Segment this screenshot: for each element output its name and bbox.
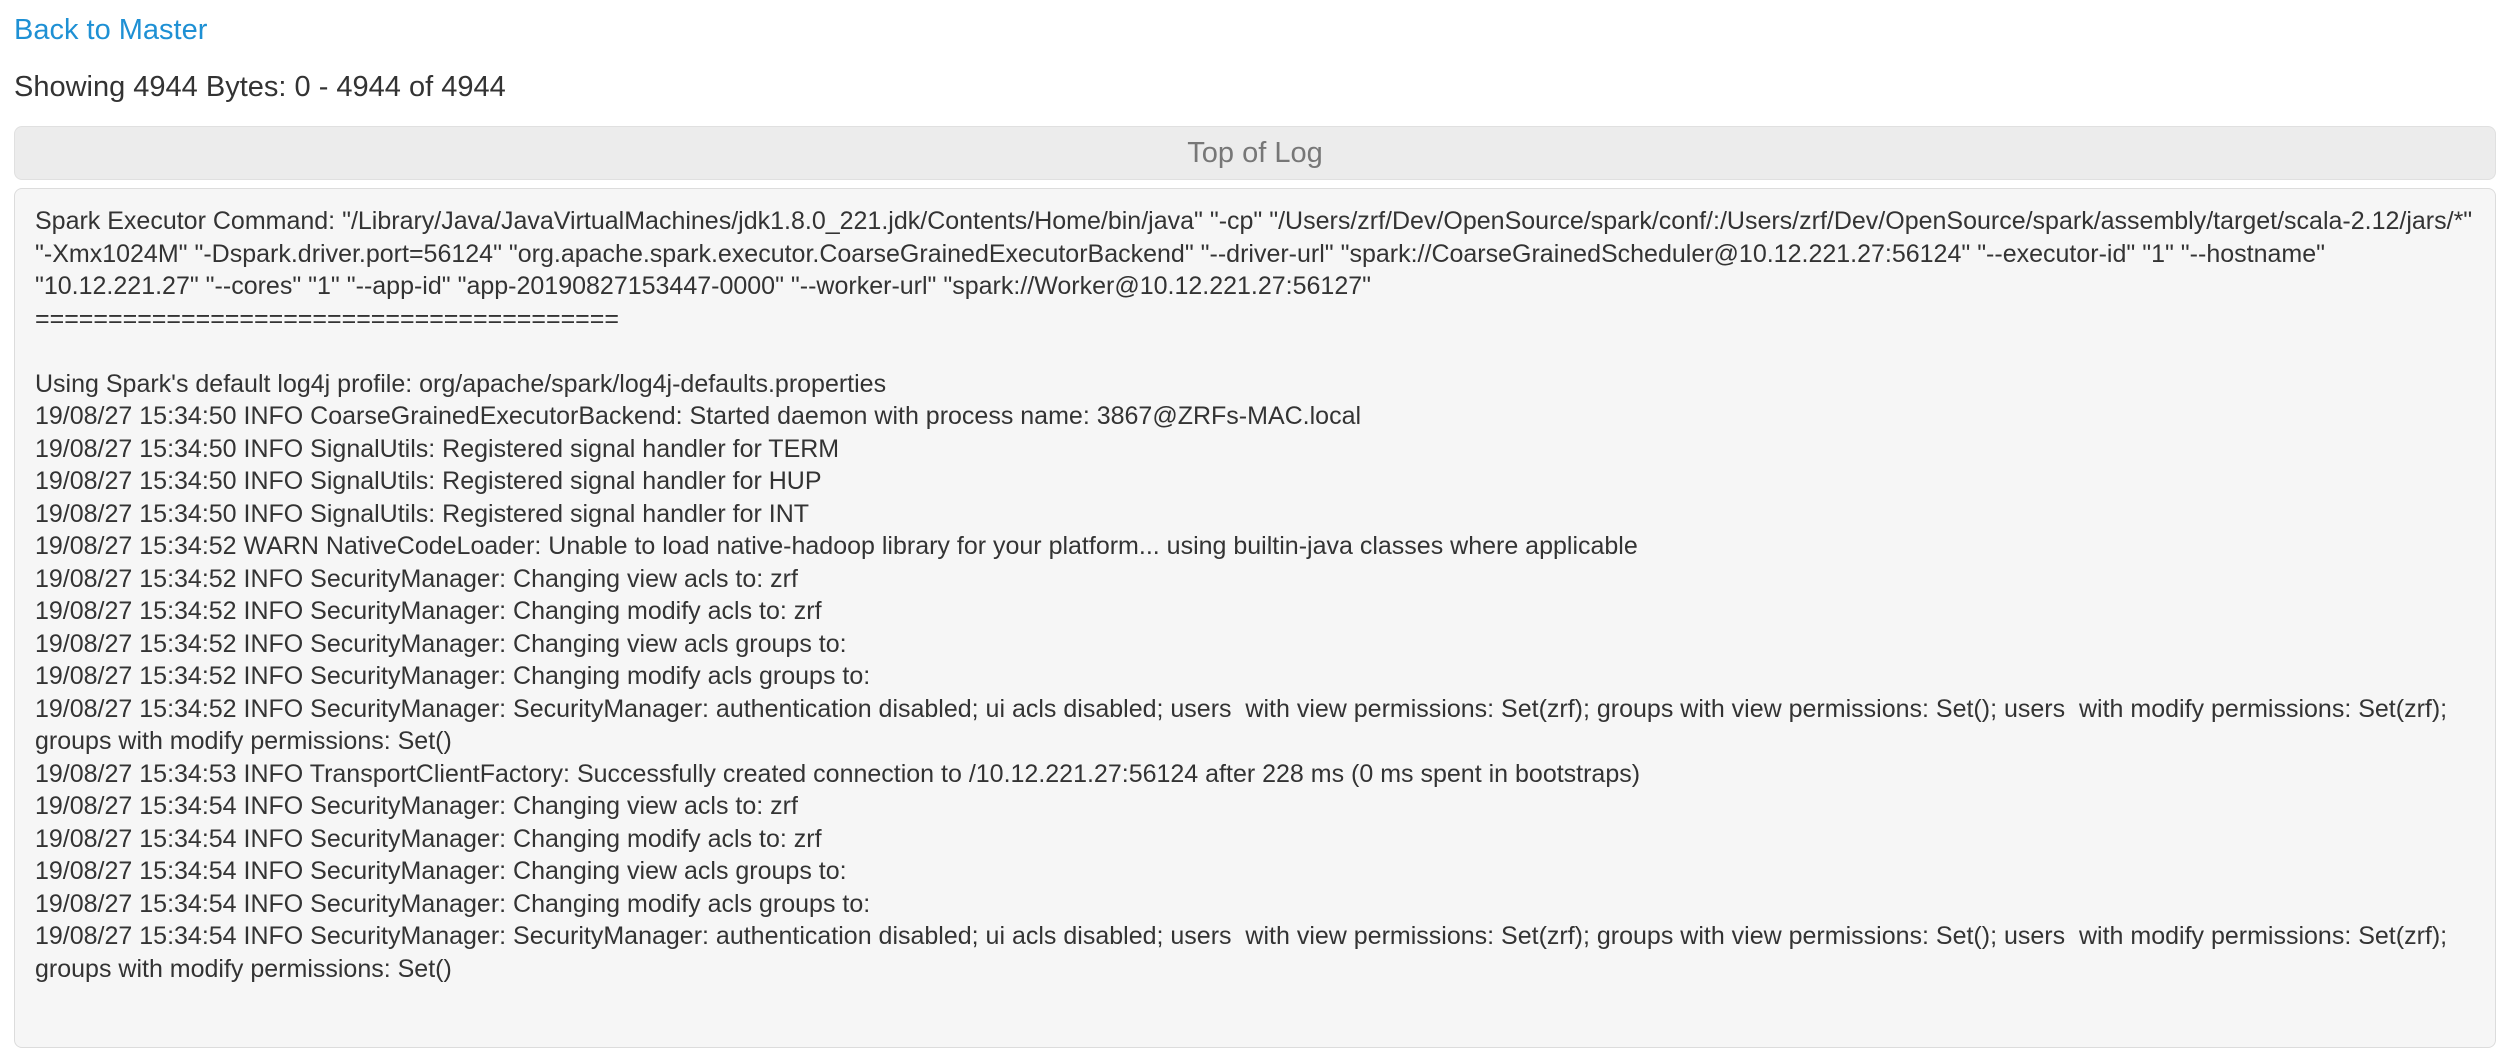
log-line: 19/08/27 15:34:52 INFO SecurityManager: Changing modify acls to: zrf <box>35 597 822 625</box>
back-to-master-link[interactable]: Back to Master <box>14 14 208 46</box>
log-line: 19/08/27 15:34:50 INFO CoarseGrainedExecutorBackend: Started daemon with process name: 3867@ZRFs-MAC.local <box>35 402 1362 430</box>
log-line <box>35 335 2475 368</box>
log-content <box>14 188 2496 1048</box>
log-line: 19/08/27 15:34:52 INFO SecurityManager: Changing view acls groups to: <box>35 629 854 658</box>
log-line: 19/08/27 15:34:50 INFO SignalUtils: Registered signal handler for TERM <box>35 434 840 463</box>
byte-range-status: Showing 4944 Bytes: 0 - 4944 of 4944 <box>14 71 506 103</box>
top-of-log-label: Top of Log <box>1187 136 1323 169</box>
log-line: Using Spark's default log4j profile: org/apache/spark/log4j-defaults.properties <box>35 369 887 398</box>
top-of-log-bar <box>14 126 2496 180</box>
log-line: 19/08/27 15:34:54 INFO SecurityManager: Changing modify acls to: zrf <box>35 824 822 853</box>
log-line: 19/08/27 15:34:54 INFO SecurityManager: Changing view acls groups to: <box>35 857 854 885</box>
log-line: Spark Executor Command: "/Library/Java/JavaVirtualMachines/jdk1.8.0_221.jdk/Contents/Home/bin/java" "-cp" "/Users/zrf/Dev/OpenSource/spark/conf/:/Users/zrf/Dev/OpenSource/spark/assembly/target/scala-2.12/jars/*" "-Xmx1024M" "-Dspark.driver.port=56124" "org.apache.spark.executor.CoarseGrainedExecutorBackend" "--driver-url" "spark://CoarseGrainedScheduler@10.12.221.27:56124" "--executor-id" "1" "--hostname" "10.12.221.27" "--cores" "1" "--app-id" "app-20190827153447-0000" "--worker-url" "spark://Worker@10.12.221.27:56127" <box>35 207 2480 300</box>
log-line: 19/08/27 15:34:50 INFO SignalUtils: Registered signal handler for INT <box>35 499 810 528</box>
log-line: 19/08/27 15:34:52 INFO SecurityManager: Changing modify acls groups to: <box>35 662 878 690</box>
log-line: 19/08/27 15:34:54 INFO SecurityManager: SecurityManager: authentication disabled; ui acls disabled; users with view permissions: Set(zrf); groups with view permissions: Set(); users with modify permissions: Set(zrf); groups with modify permissions: Set() <box>35 922 2455 983</box>
log-line: 19/08/27 15:34:54 INFO SecurityManager: Changing view acls to: zrf <box>35 792 798 820</box>
log-line: 19/08/27 15:34:54 INFO SecurityManager: Changing modify acls groups to: <box>35 889 878 918</box>
log-line: 19/08/27 15:34:52 INFO SecurityManager: SecurityManager: authentication disabled; ui acls disabled; users with view permissions: Set(zrf); groups with view permissions: Set(); users with modify permissions: Set(zrf); groups with modify permissions: Set() <box>35 694 2455 755</box>
log-line: 19/08/27 15:34:50 INFO SignalUtils: Registered signal handler for HUP <box>35 467 822 495</box>
log-line: 19/08/27 15:34:53 INFO TransportClientFactory: Successfully created connection to /10.12.221.27:56124 after 228 ms (0 ms spent in bootstraps) <box>35 759 1641 788</box>
log-line: 19/08/27 15:34:52 WARN NativeCodeLoader: Unable to load native-hadoop library for your platform... using builtin-java classes where applicable <box>35 532 1638 560</box>
log-line: ======================================== <box>35 304 619 333</box>
log-line: 19/08/27 15:34:52 INFO SecurityManager: Changing view acls to: zrf <box>35 564 798 593</box>
